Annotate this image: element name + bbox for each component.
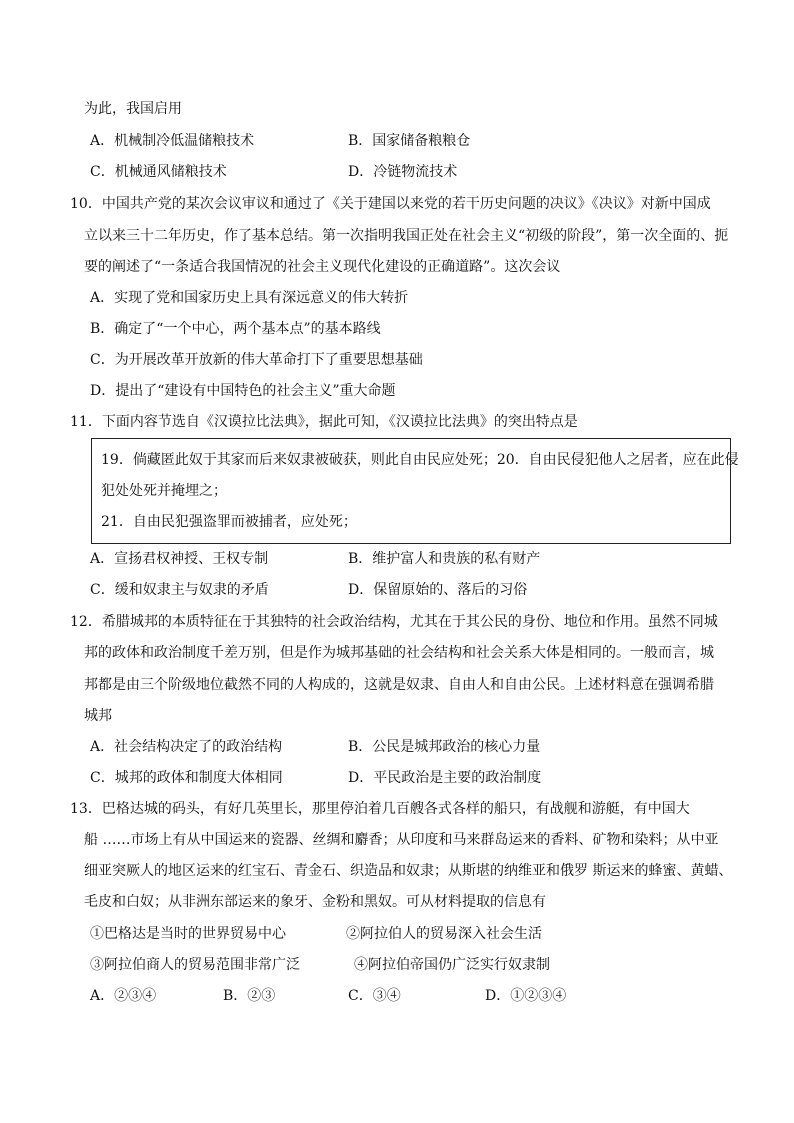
q11-option-c: C．缓和奴隶主与奴隶的矛盾 [90, 582, 269, 598]
q13-stem-line-4: 毛皮和白奴；从非洲东部运来的象牙、金粉和黑奴。可从材料提取的信息有 [84, 894, 546, 910]
q10-option-d: D．提出了“建设有中国特色的社会主义”重大命题 [90, 383, 396, 399]
q13-option-a: A．②③④ [90, 988, 157, 1004]
q12-stem-line-1: 12．希腊城邦的本质特征在于其独特的社会政治结构，尤其在于其公民的身份、地位和作用。虽然不同城 [70, 614, 718, 630]
q13-stem-line-2: 船 ……市场上有从中国运来的瓷器、丝绸和麝香；从印度和马来群岛运来的香料、矿物和染料；从中亚 [84, 832, 719, 848]
q11-box-line-1: 19．倘藏匿此奴于其家而后来奴隶被破获，则此自由民应处死；20．自由民侵犯他人之居者，应在此侵 [101, 452, 739, 468]
q10-option-a: A．实现了党和国家历史上具有深远意义的伟大转折 [90, 290, 409, 306]
q12-stem-line-3: 邦都是由三个阶级地位截然不同的人构成的，这就是奴隶、自由人和自由公民。上述材料意在强调希腊 [84, 677, 714, 693]
q10-option-c: C．为开展改革开放新的伟大革命打下了重要思想基础 [90, 352, 423, 368]
q11-option-b: B．维护富人和贵族的私有财产 [348, 551, 541, 567]
q9-option-c: C．机械通风储粮技术 [90, 164, 227, 180]
q10-option-b: B．确定了“一个中心，两个基本点”的基本路线 [90, 321, 381, 337]
q13-item-1: ①巴格达是当时的世界贸易中心 [90, 926, 286, 942]
q13-item-4: ④阿拉伯帝国仍广泛实行奴隶制 [354, 957, 550, 973]
q12-stem-line-4: 城邦 [84, 708, 112, 724]
q13-option-c: C．③④ [348, 988, 401, 1004]
q13-option-b: B．②③ [223, 988, 276, 1004]
q9-option-a: A．机械制冷低温储粮技术 [90, 133, 255, 149]
q12-stem-line-2: 邦的政体和政治制度千差万别，但是作为城邦基础的社会结构和社会关系大体是相同的。一般而言，城 [84, 645, 714, 661]
q13-item-3: ③阿拉伯商人的贸易范围非常广泛 [90, 957, 300, 973]
q13-stem-line-1: 13．巴格达城的码头，有好几英里长，那里停泊着几百艘各式各样的船只，有战舰和游艇，有中国大 [70, 801, 690, 817]
q10-stem-line-1: 10．中国共产党的某次会议审议和通过了《关于建国以来党的若干历史问题的决议》《决议》对新中国成 [70, 196, 711, 212]
q11-stem: 11．下面内容节选自《汉谟拉比法典》，据此可知，《汉谟拉比法典》的突出特点是 [70, 414, 578, 430]
q12-option-c: C．城邦的政体和制度大体相同 [90, 770, 283, 786]
q12-option-b: B．公民是城邦政治的核心力量 [348, 739, 541, 755]
q13-item-2: ②阿拉伯人的贸易深入社会生活 [346, 926, 542, 942]
q11-option-a: A．宣扬君权神授、王权专制 [90, 551, 269, 567]
q10-stem-line-2: 立以来三十二年历史，作了基本总结。第一次指明我国正处在社会主义“初级的阶段”，第一次全面的、扼 [84, 228, 729, 244]
q9-stem-tail: 为此，我国启用 [84, 101, 182, 117]
q9-option-d: D．冷链物流技术 [348, 164, 458, 180]
q10-stem-line-3: 要的阐述了“一条适合我国情况的社会主义现代化建设的正确道路”。这次会议 [84, 259, 561, 275]
q9-option-b: B．国家储备粮粮仓 [348, 133, 471, 149]
q11-box-line-2: 犯处处死并掩埋之； [101, 483, 227, 499]
q11-option-d: D．保留原始的、落后的习俗 [348, 582, 528, 598]
q13-option-d: D．①②③④ [485, 988, 567, 1004]
q12-option-d: D．平民政治是主要的政治制度 [348, 770, 542, 786]
q13-stem-line-3: 细亚突厥人的地区运来的红宝石、青金石、织造品和奴隶；从斯堪的纳维亚和俄罗 斯运来的蜂蜜、黄蜡、 [84, 863, 733, 879]
q11-box-line-3: 21．自由民犯强盗罪而被捕者，应处死； [101, 514, 357, 530]
q12-option-a: A．社会结构决定了的政治结构 [90, 739, 283, 755]
